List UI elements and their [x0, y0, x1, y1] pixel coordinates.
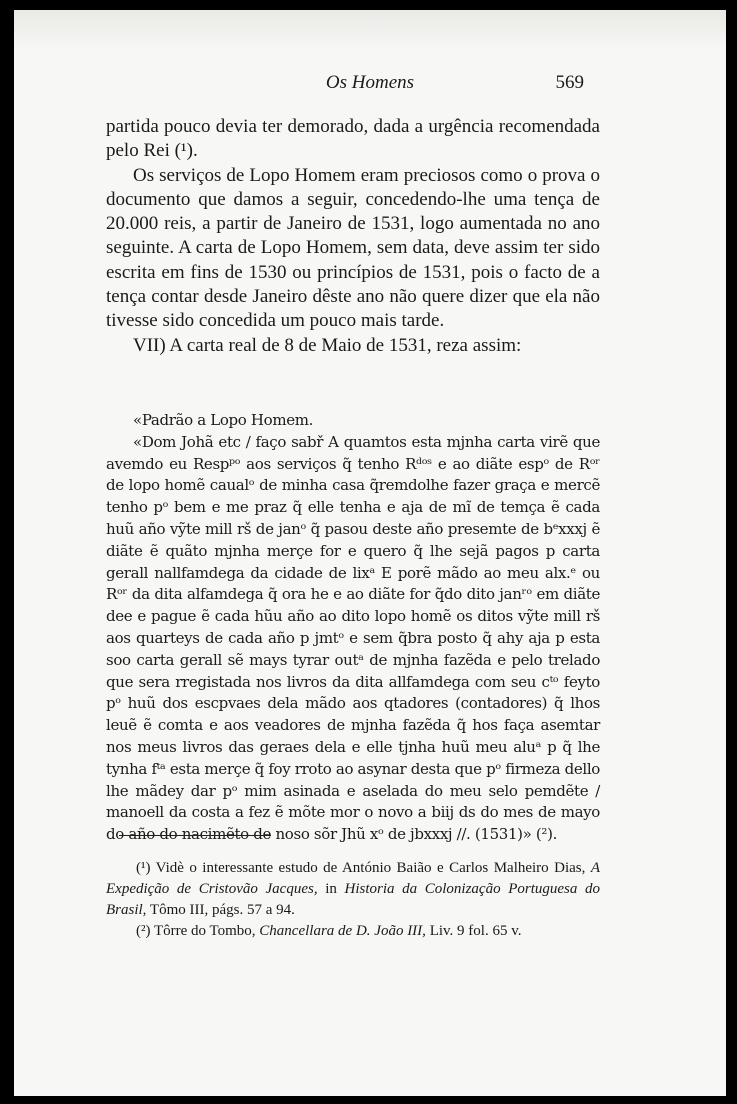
- footnote-1-in: in: [325, 881, 337, 897]
- paragraph-3: VII) A carta real de 8 de Maio de 1531, reza assim:: [133, 334, 522, 356]
- running-title: Os Homens: [325, 72, 415, 93]
- quote-text: «Dom Johã etc / faço sabř A quamtos esta mjnha carta virẽ que avemdo eu Respᵖᵒ aos serviços q̃ tenho Rᵈᵒˢ e ao diãte espᵒ de Rᵒʳ de lopo homẽ caualᵒ de minha casa q̃remdolhe fazer graça e mercẽ tenho pᵒ bem e me praz q̃ elle tenha e aja de mĩ de temça ẽ cada huũ año vỹte mill rš de janᵒ q̃ pasou deste año presemte de bᵉxxxj ẽ diãte ẽ quãto mjnha merçe for e quero q̃ lhe sejã pagos p carta gerall nallfamdega da cidade de lixᵃ E porẽ mãdo ao meu alx.ᵉ ou Rᵒʳ da dita alfamdega q̃ ora he e ao diãte for q̃do dito janʳᵒ em diãte dee e pague ẽ cada hũu año ao dito lopo homẽ os ditos vỹte mill rš aos quarteys de cada año p jmtᵒ e sem q̃bra posto q̃ ahy aja p esta soo carta gerall sẽ mays tyrar outᵃ de mjnha fazẽda e pelo trelado que sera rregistada nos livros da dita allfamdega com seu cᵗᵒ feyto pᵒ huũ dos escpvaes dela mãdo aos qtadores (contadores) q̃ lhos leuẽ ẽ comta e aos veadores de mjnha fazẽda q̃ hos faça asemtar nos meus livros das geraes dela e elle tjnha huũ meu aluᵃ p q̃ lhe tynha fᵗᵃ esta merçe q̃ foy rroto ao asynar desta que pᵒ firmeza dello lhe mãdey dar pᵒ mim asinada e aselada do meu selo pemdẽte / manoell da costa a fez ẽ mõte mor o novo a biij ds do mes de mayo do año do nacimẽto de noso sõr Jhũ xᵒ de jbxxxj //. (1531)» (²).: [106, 432, 600, 844]
- paragraph-2: Os serviços de Lopo Homem eram preciosos como o prova o documento que damos a seguir, concedendo-lhe uma tença de 20.000 reis, a partir de Janeiro de 1531, logo aumentada no ano seguinte. A carta de Lopo Homem, sem data, deve assim ter sido escrita em fins de 1530 ou princípios de 1531, pois o facto de a tença contar desde Janeiro dêste ano não quere dizer que ela não tivesse sido concedida um pouco mais tarde.: [106, 164, 600, 332]
- quoted-document: [106, 410, 600, 846]
- footnote-2-lead: (²) Tôrre do Tombo,: [136, 923, 256, 939]
- footnote-1-work: A Expedição de Cristovão Jacques,: [106, 860, 600, 897]
- footnotes: [106, 858, 600, 942]
- footnote-rule: [119, 835, 271, 836]
- page-number: 569: [555, 72, 584, 93]
- body-text: [106, 115, 600, 358]
- quote-heading: «Padrão a Lopo Homem.: [133, 411, 314, 429]
- page: [14, 10, 726, 1096]
- running-head: [14, 72, 726, 96]
- paragraph-1: partida pouco devia ter demorado, dada a urgência recomendada pelo Rei (¹).: [106, 116, 600, 162]
- footnote-2-ref: Liv. 9 fol. 65 v.: [429, 923, 522, 939]
- footnote-2: [106, 921, 600, 942]
- footnote-1-pages: Tômo III, págs. 57 a 94.: [149, 902, 295, 918]
- footnote-1-lead: (¹) Vidè o interessante estudo de António Baião e Carlos Malheiro Dias,: [136, 860, 586, 876]
- footnote-1-series: Historia da Colonização Portuguesa do Brasil,: [106, 881, 601, 918]
- footnote-2-work: Chancellara de D. João III,: [259, 923, 426, 939]
- footnote-1: [106, 858, 600, 921]
